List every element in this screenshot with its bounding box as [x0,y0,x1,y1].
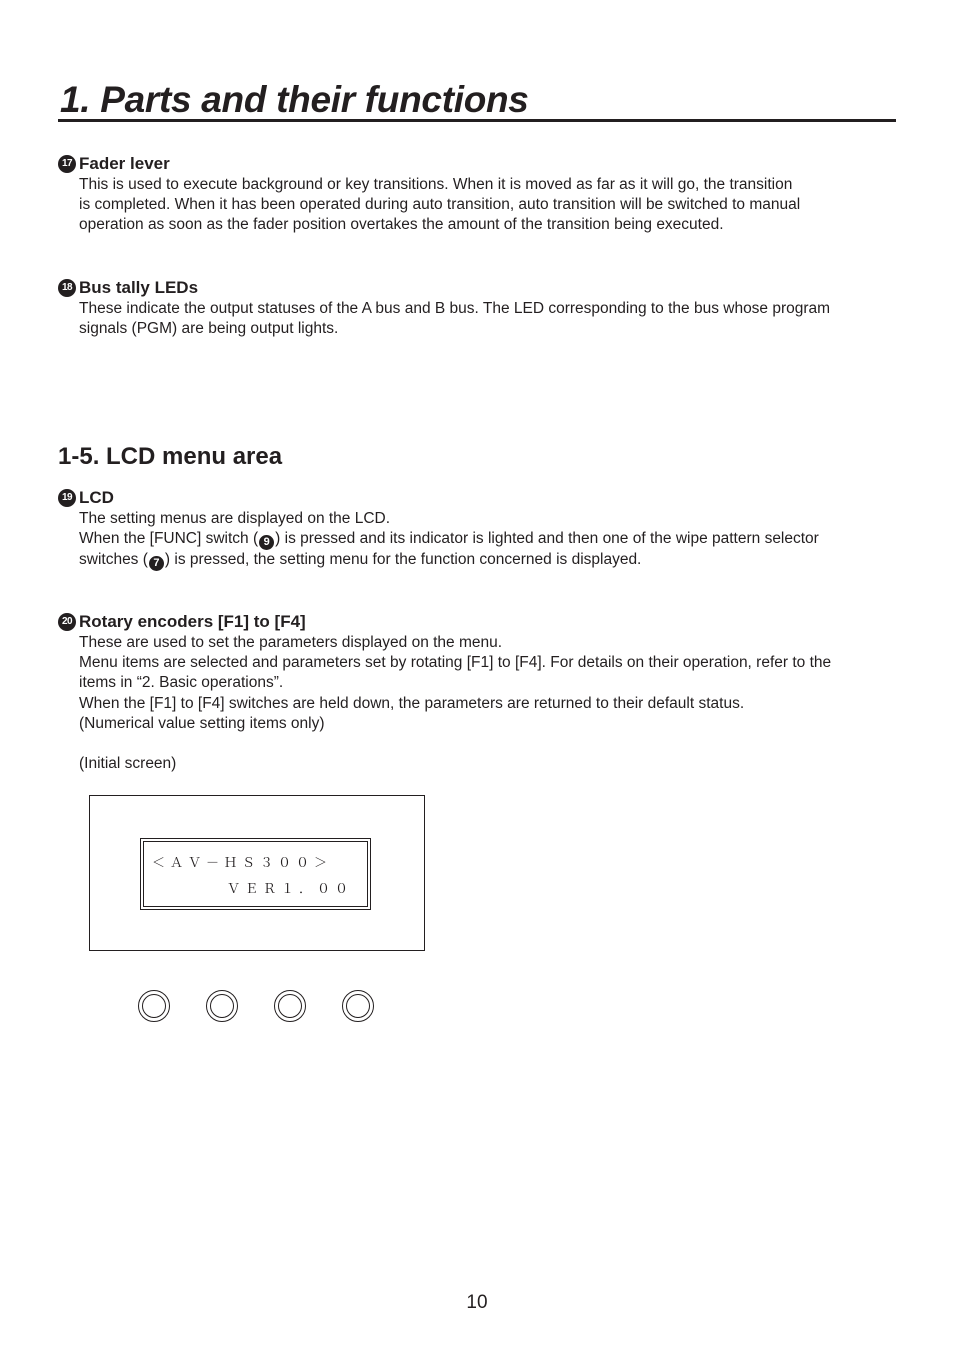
item-heading-text: LCD [79,488,114,507]
wipe-selector-ref-badge: 7 [149,556,164,571]
body-line: These indicate the output statuses of the A bus and B bus. The LED corresponding to the bus whose program [79,300,831,317]
item-heading [58,487,894,509]
item-fader-lever [58,153,894,236]
rotary-encoder-f3-knob [274,990,306,1022]
item-rotary-encoders [58,611,894,774]
item-number-badge: 19 [58,489,76,507]
lcd-display-line-1: ＜ＡＶ－ＨＳ３００＞ [152,856,333,871]
body-line: These are used to set the parameters displayed on the menu. [79,634,503,651]
item-number-badge: 18 [58,279,76,297]
body-text: When the [FUNC] switch ( [79,530,259,548]
body-line: Menu items are selected and parameters set by rotating [F1] to [F4]. For details on their operation, refer to the [79,654,832,672]
item-number-badge: 17 [58,155,76,173]
rotary-encoder-f1-knob [138,990,170,1022]
body-line: This is used to execute background or key transitions. When it is moved as far as it will go, the transition [79,176,793,193]
body-line: signals (PGM) are being output lights. [79,320,339,338]
item-lcd [58,487,894,571]
item-heading [58,153,894,175]
item-body [79,175,894,236]
rotary-encoder-f4-knob [342,990,374,1022]
body-line [79,529,894,550]
item-heading [58,611,894,633]
rotary-encoder-f2-knob [206,990,238,1022]
section-title: 1-5. LCD menu area [58,443,283,470]
func-switch-ref-badge: 9 [259,535,274,550]
item-heading-text: Bus tally LEDs [79,278,199,297]
body-text: switches ( [79,551,148,569]
item-heading-text: Fader lever [79,154,170,173]
item-body [79,633,894,774]
item-body [79,299,894,339]
body-line: is completed. When it has been operated during auto transition, auto transition will be switched to manual [79,196,801,214]
blank-line [79,734,894,754]
item-heading [58,277,894,299]
title-rule [58,119,896,122]
chapter-title: 1. Parts and their functions [60,79,529,120]
body-line: operation as soon as the fader position overtakes the amount of the transition being executed. [79,216,724,234]
page-number: 10 [466,1292,488,1313]
body-text: ) is pressed, the setting menu for the function concerned is displayed. [164,551,642,569]
body-line: The setting menus are displayed on the LCD. [79,510,391,527]
body-line [79,550,894,571]
item-number-badge: 20 [58,613,76,631]
lcd-panel-illustration [89,795,425,951]
item-heading-text: Rotary encoders [F1] to [F4] [79,612,306,631]
lcd-screen-inner [143,841,368,907]
lcd-screen [140,838,371,910]
item-bus-tally-leds [58,277,894,339]
figure-caption: (Initial screen) [79,755,177,773]
item-body [79,509,894,571]
body-line: (Numerical value setting items only) [79,714,325,732]
body-line: items in “2. Basic operations”. [79,674,284,692]
body-text: ) is pressed and its indicator is lighted and then one of the wipe pattern selector [275,530,819,548]
body-line: When the [F1] to [F4] switches are held down, the parameters are returned to their default status. [79,694,745,712]
lcd-display-line-2: ＶＥＲ１．００ [227,882,354,897]
